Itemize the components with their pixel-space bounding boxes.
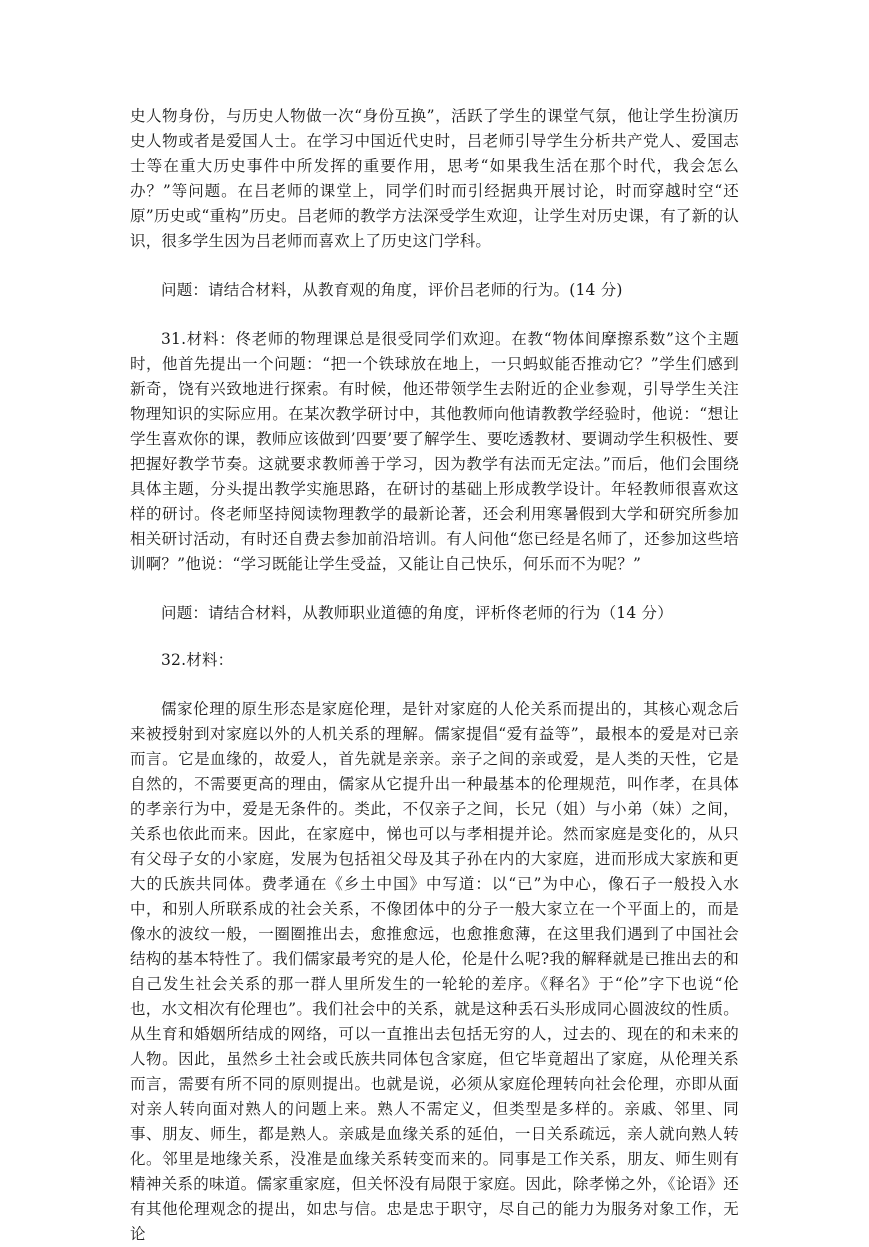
question-31: 问题：请结合材料，从教师职业道德的角度，评析佟老师的行为（14 分） (161, 604, 673, 622)
material-31: 31.材料：佟老师的物理课总是很受同学们欢迎。在教“物体间摩擦系数”这个主题时，他首先提出一个问题：“把一个铁球放在地上，一只蚂蚁能否推动它？”学生们感到新奇，饶有兴致地进行探索。有时候，他还带领学生去附近的企业参观，引导学生关注物理知识的实际应用。在某次教学研讨中，其他教师向他请教教学经验时，他说：“想让学生喜欢你的课，教师应该做到’四要’要了解学生、要吃透教材、要调动学生积极性、要把握好教学节奏。这就要求教师善于学习，因为教学有法而无定法。”而后，他们会围绕具体主题，分头提出教学实施思路，在研讨的基础上形成教学设计。年轻教师很喜欢这样的研讨。佟老师坚持阅读物理教学的最新论著，还会利用寒暑假到大学和研究所参加相关研讨活动，有时还自费去参加前沿培训。有人问他“您已经是名师了，还参加这些培训啊？”他说：“学习既能让学生受益，又能让自己快乐，何乐而不为呢？” (130, 330, 739, 573)
question-30: 问题：请结合材料，从教育观的角度，评价吕老师的行为。(14 分) (161, 281, 623, 299)
material-32-label: 32.材料： (161, 651, 234, 669)
material-30-continuation: 史人物身份，与历史人物做一次“身份互换”，活跃了学生的课堂气氛，他让学生扮演历史人物或者是爱国人士。在学习中国近代史时，吕老师引导学生分析共产党人、爱国志士等在重大历史事件中所发挥的重要作用，思考“如果我生活在那个时代，我会怎么办？”等问题。在吕老师的课堂上，同学们时而引经据典开展讨论，时而穿越时空“还原”历史或“重构”历史。吕老师的教学方法深受学生欢迎，让学生对历史课，有了新的认识，很多学生因为吕老师而喜欢上了历史这门学科。 (130, 107, 739, 250)
material-32-text: 儒家伦理的原生形态是家庭伦理，是针对家庭的人伦关系而提出的，其核心观念后来被授射到对家庭以外的人机关系的理解。儒家提倡“爱有益等”，最根本的爱是对已亲而言。它是血缘的，故爱人，首先就是亲亲。亲子之间的亲或爱，是人类的天性，它是自然的，不需要更高的理由，儒家从它提升出一种最基本的伦理规范，叫作孝，在具体的孝亲行为中，爱是无条件的。类此，不仅亲子之间，长兄（姐）与小弟（妹）之间，关系也依此而来。因此，在家庭中，悌也可以与孝相提并论。然而家庭是变化的，从只有父母子女的小家庭，发展为包括祖父母及其子孙在内的大家庭，进而形成大家族和更大的氏族共同体。费孝通在《乡土中国》中写道：以“已”为中心，像石子一般投入水中，和别人所联系成的社会关系，不像团体中的分子一般大家立在一个平面上的，而是像水的波纹一般，一圈圈推出去，愈推愈远，也愈推愈薄，在这里我们遇到了中国社会结构的基本特性了。我们儒家最考究的是人伦，伦是什么呢?我的解释就是已推出去的和自己发生社会关系的那一群人里所发生的一轮轮的差序。《释名》于“伦”字下也说“伦也，水文相次有伦理也”。我们社会中的关系，就是这种丢石头形成同心圆波纹的性质。从生育和婚姻所结成的网络，可以一直推出去包括无穷的人，过去的、现在的和未来的人物。因此，虽然乡土社会或氏族共同体包含家庭，但它毕竟超出了家庭，从伦理关系而言，需要有所不同的原则提出。也就是说，必须从家庭伦理转向社会伦理，亦即从面对亲人转向面对熟人的问题上来。熟人不需定义，但类型是多样的。亲戚、邻里、同事、朋友、师生，都是熟人。亲戚是血缘关系的延伯，一日关系疏远，亲人就向熟人转化。邻里是地缘关系，没准是血缘关系转变而来的。同事是工作关系，朋友、师生则有精神关系的味道。儒家重家庭，但关怀没有局限于家庭。因此，除孝悌之外，《论语》还有其他伦理观念的提出，如忠与信。忠是忠于职守，尽自己的能力为服务对象工作，无论 (130, 700, 739, 1243)
